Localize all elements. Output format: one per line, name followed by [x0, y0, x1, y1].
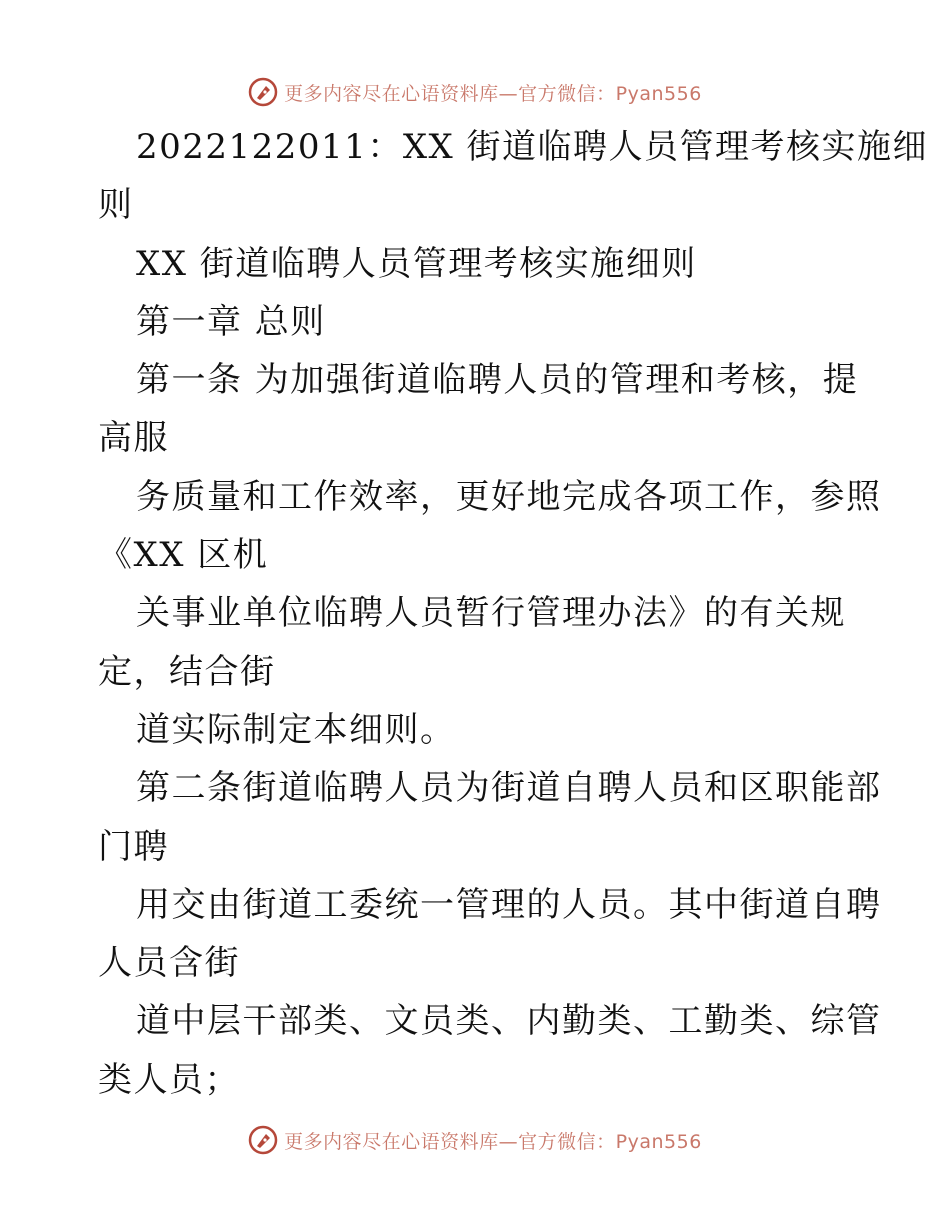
article-1-line: 道实际制定本细则。 — [136, 709, 456, 750]
doc-title-line: 2022122011：XX 街道临聘人员管理考核实施细 — [136, 127, 929, 167]
pen-nib-icon — [248, 1125, 278, 1155]
footer-watermark — [0, 1120, 950, 1160]
article-1-line: 《XX 区机 — [98, 535, 269, 576]
chapter-heading: 第一章 总则 — [136, 301, 326, 342]
doc-subtitle: XX 街道临聘人员管理考核实施细则 — [136, 243, 697, 284]
doc-title-line: 则 — [98, 185, 134, 226]
article-1-line: 关事业单位临聘人员暂行管理办法》的有关规 — [136, 593, 846, 634]
article-2-line: 第二条街道临聘人员为街道自聘人员和区职能部 — [136, 768, 882, 809]
article-1-line: 务质量和工作效率，更好地完成各项工作，参照 — [136, 476, 882, 517]
article-1-line: 第一条 为加强街道临聘人员的管理和考核，提 — [136, 360, 859, 401]
article-1-line: 高服 — [98, 418, 169, 459]
pen-nib-icon — [248, 77, 278, 107]
document-body — [98, 118, 929, 1109]
watermark-text: 更多内容尽在心语资料库—官方微信：Pyan556 — [284, 82, 702, 105]
watermark-text: 更多内容尽在心语资料库—官方微信：Pyan556 — [284, 1130, 702, 1153]
article-2-line: 门聘 — [98, 826, 169, 867]
article-1-line: 定，结合街 — [98, 651, 276, 692]
article-2-line: 类人员； — [98, 1059, 240, 1100]
article-2-line: 道中层干部类、文员类、内勤类、工勤类、综管 — [136, 1001, 882, 1042]
article-2-line: 人员含街 — [98, 943, 240, 984]
article-2-line: 用交由街道工委统一管理的人员。其中街道自聘 — [136, 884, 882, 925]
header-watermark — [0, 72, 950, 112]
